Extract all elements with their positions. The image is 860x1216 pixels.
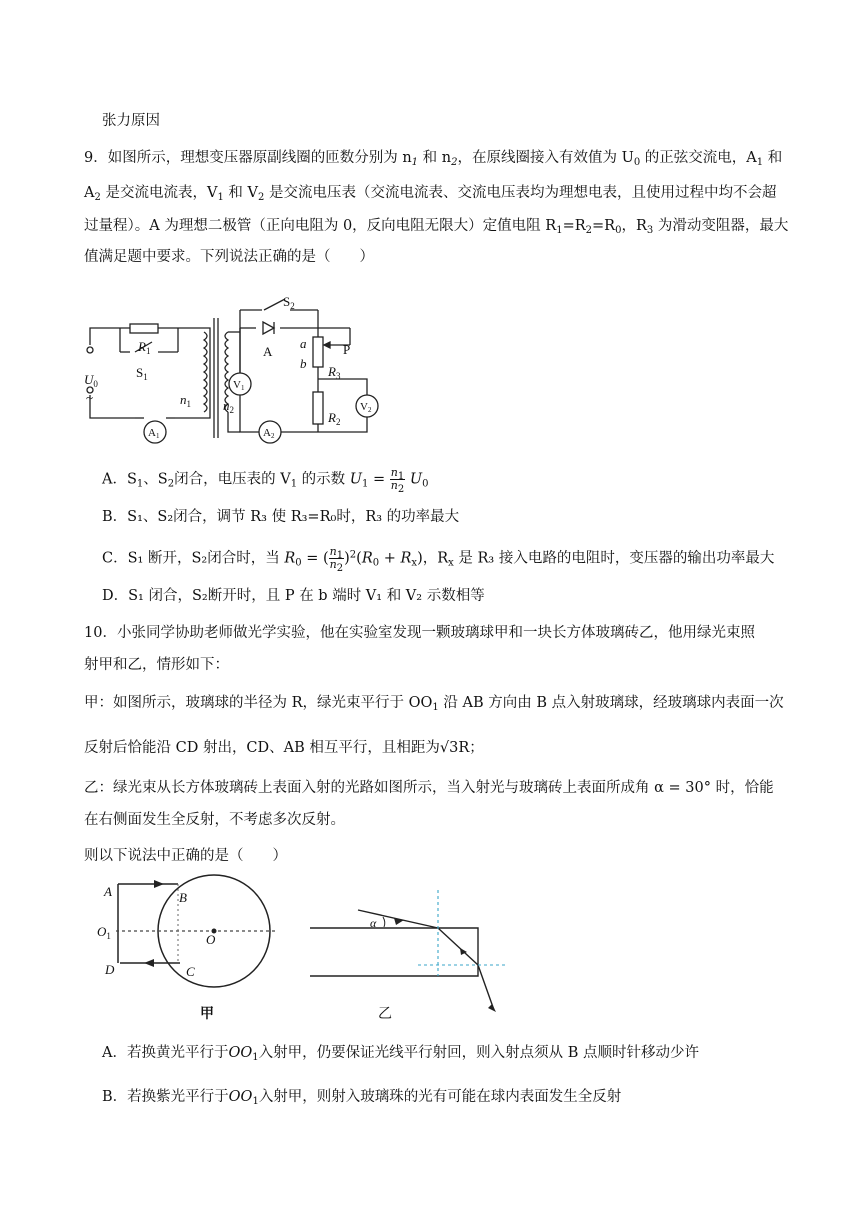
q9-line4: 值满足题中要求。下列说法正确的是（ ）	[84, 249, 374, 265]
circuit-diagram	[80, 280, 380, 450]
label-S2: $S_2$	[283, 294, 295, 311]
label-U0: $U_0$	[84, 372, 98, 389]
q10-option-a: A．若换黄光平行于$OO_1$入射甲，仍要保证光线平行射回，则入射点须从 B 点顺时针移动少许	[102, 1045, 700, 1063]
label-R3: $R_3$	[328, 364, 341, 381]
label-S1: $S_1$	[136, 365, 148, 382]
label-n1: $n_1$	[180, 392, 191, 409]
meter-V1-label: V1	[233, 379, 245, 392]
figure-yi-glass-block	[300, 880, 520, 1025]
label-tilde: ~	[86, 390, 94, 405]
q9-option-d: D．S₁ 闭合，S₂断开时，且 P 在 b 端时 V₁ 和 V₂ 示数相等	[102, 588, 485, 604]
label-B: B	[179, 890, 187, 905]
label-C: C	[186, 964, 195, 979]
label-R2: $R_2$	[328, 410, 341, 427]
q10-jia-line2: 反射后恰能沿 CD 射出，CD、AB 相互平行，且相距为√3R；	[84, 740, 484, 756]
figure-jia-glass-sphere	[96, 874, 286, 1024]
q9-line3: 过量程）。A 为理想二极管（正向电阻为 0，反向电阻无限大）定值电阻 $R_1=R_2=R_0$，$R_3$ 为滑动变阻器，最大	[84, 218, 789, 236]
caption-jia: 甲	[200, 1007, 214, 1022]
q9-line2: $A_2$ 是交流电流表，$V_1$ 和 $V_2$ 是交流电压表（交流电流表、交流电压表均为理想电表，且使用过程中均不会超	[84, 185, 777, 203]
header-line: 张力原因	[102, 113, 160, 129]
label-diode-A: A	[263, 344, 273, 359]
q9-option-a: A．$S_1$、$S_2$闭合，电压表的 $V_1$ 的示数 $U_1$ = $\frac{n_1}{n_2}$ $U_0$	[102, 466, 429, 495]
q10-yi-line2: 在右侧面发生全反射，不考虑多次反射。	[84, 812, 345, 828]
q9-option-b: B．S₁、S₂闭合，调节 R₃ 使 R₃=R₀时，R₃ 的功率最大	[102, 509, 460, 525]
meter-A1-label: A1	[148, 427, 160, 440]
q10-jia-line1: 甲：如图所示，玻璃球的半径为 R，绿光束平行于 $OO_1$ 沿 AB 方向由 B 点入射玻璃球，经玻璃球内表面一次	[84, 695, 784, 713]
q10-ask: 则以下说法中正确的是（ ）	[84, 848, 287, 864]
label-O: O	[206, 932, 216, 947]
q10-yi-line1: 乙：绿光束从长方体玻璃砖上表面入射的光路如图所示，当入射光与玻璃砖上表面所成角 α = 30° 时，恰能	[84, 780, 774, 796]
label-A: A	[104, 884, 112, 899]
label-b: b	[300, 356, 307, 371]
label-O1: $O_1$	[97, 924, 111, 941]
label-R1: $R_1$	[138, 339, 151, 356]
label-P: P	[343, 342, 351, 357]
label-a: a	[300, 336, 307, 351]
q10-line2: 射甲和乙，情形如下：	[84, 657, 229, 673]
caption-yi: 乙	[378, 1007, 392, 1022]
q9-line1: 9．如图所示，理想变压器原副线圈的匝数分别为 $n_1$ 和 $n_2$，在原线圈接入有效值为 $U_0$ 的正弦交流电，$A_1$ 和	[84, 150, 783, 168]
q9-option-c: C．S₁ 断开，S₂闭合时，当 $R_0$ = ( $\frac{n_1}{n_2}$ )$^2(R_0 + R_x)$，$R_x$ 是 R₃ 接入电路的电阻时，变压器的输出功率最大	[102, 545, 775, 574]
q10-option-b: B．若换紫光平行于$OO_1$入射甲，则射入玻璃珠的光有可能在球内表面发生全反射	[102, 1089, 622, 1107]
label-D: D	[105, 962, 115, 977]
meter-V2-label: V2	[360, 401, 372, 414]
meter-A2-label: A2	[263, 427, 275, 440]
label-n2: $n_2$	[223, 398, 234, 415]
label-alpha: α	[370, 916, 377, 930]
q10-line1: 10．小张同学协助老师做光学实验，他在实验室发现一颗玻璃球甲和一块长方体玻璃砖乙，他用绿光束照	[84, 625, 755, 641]
